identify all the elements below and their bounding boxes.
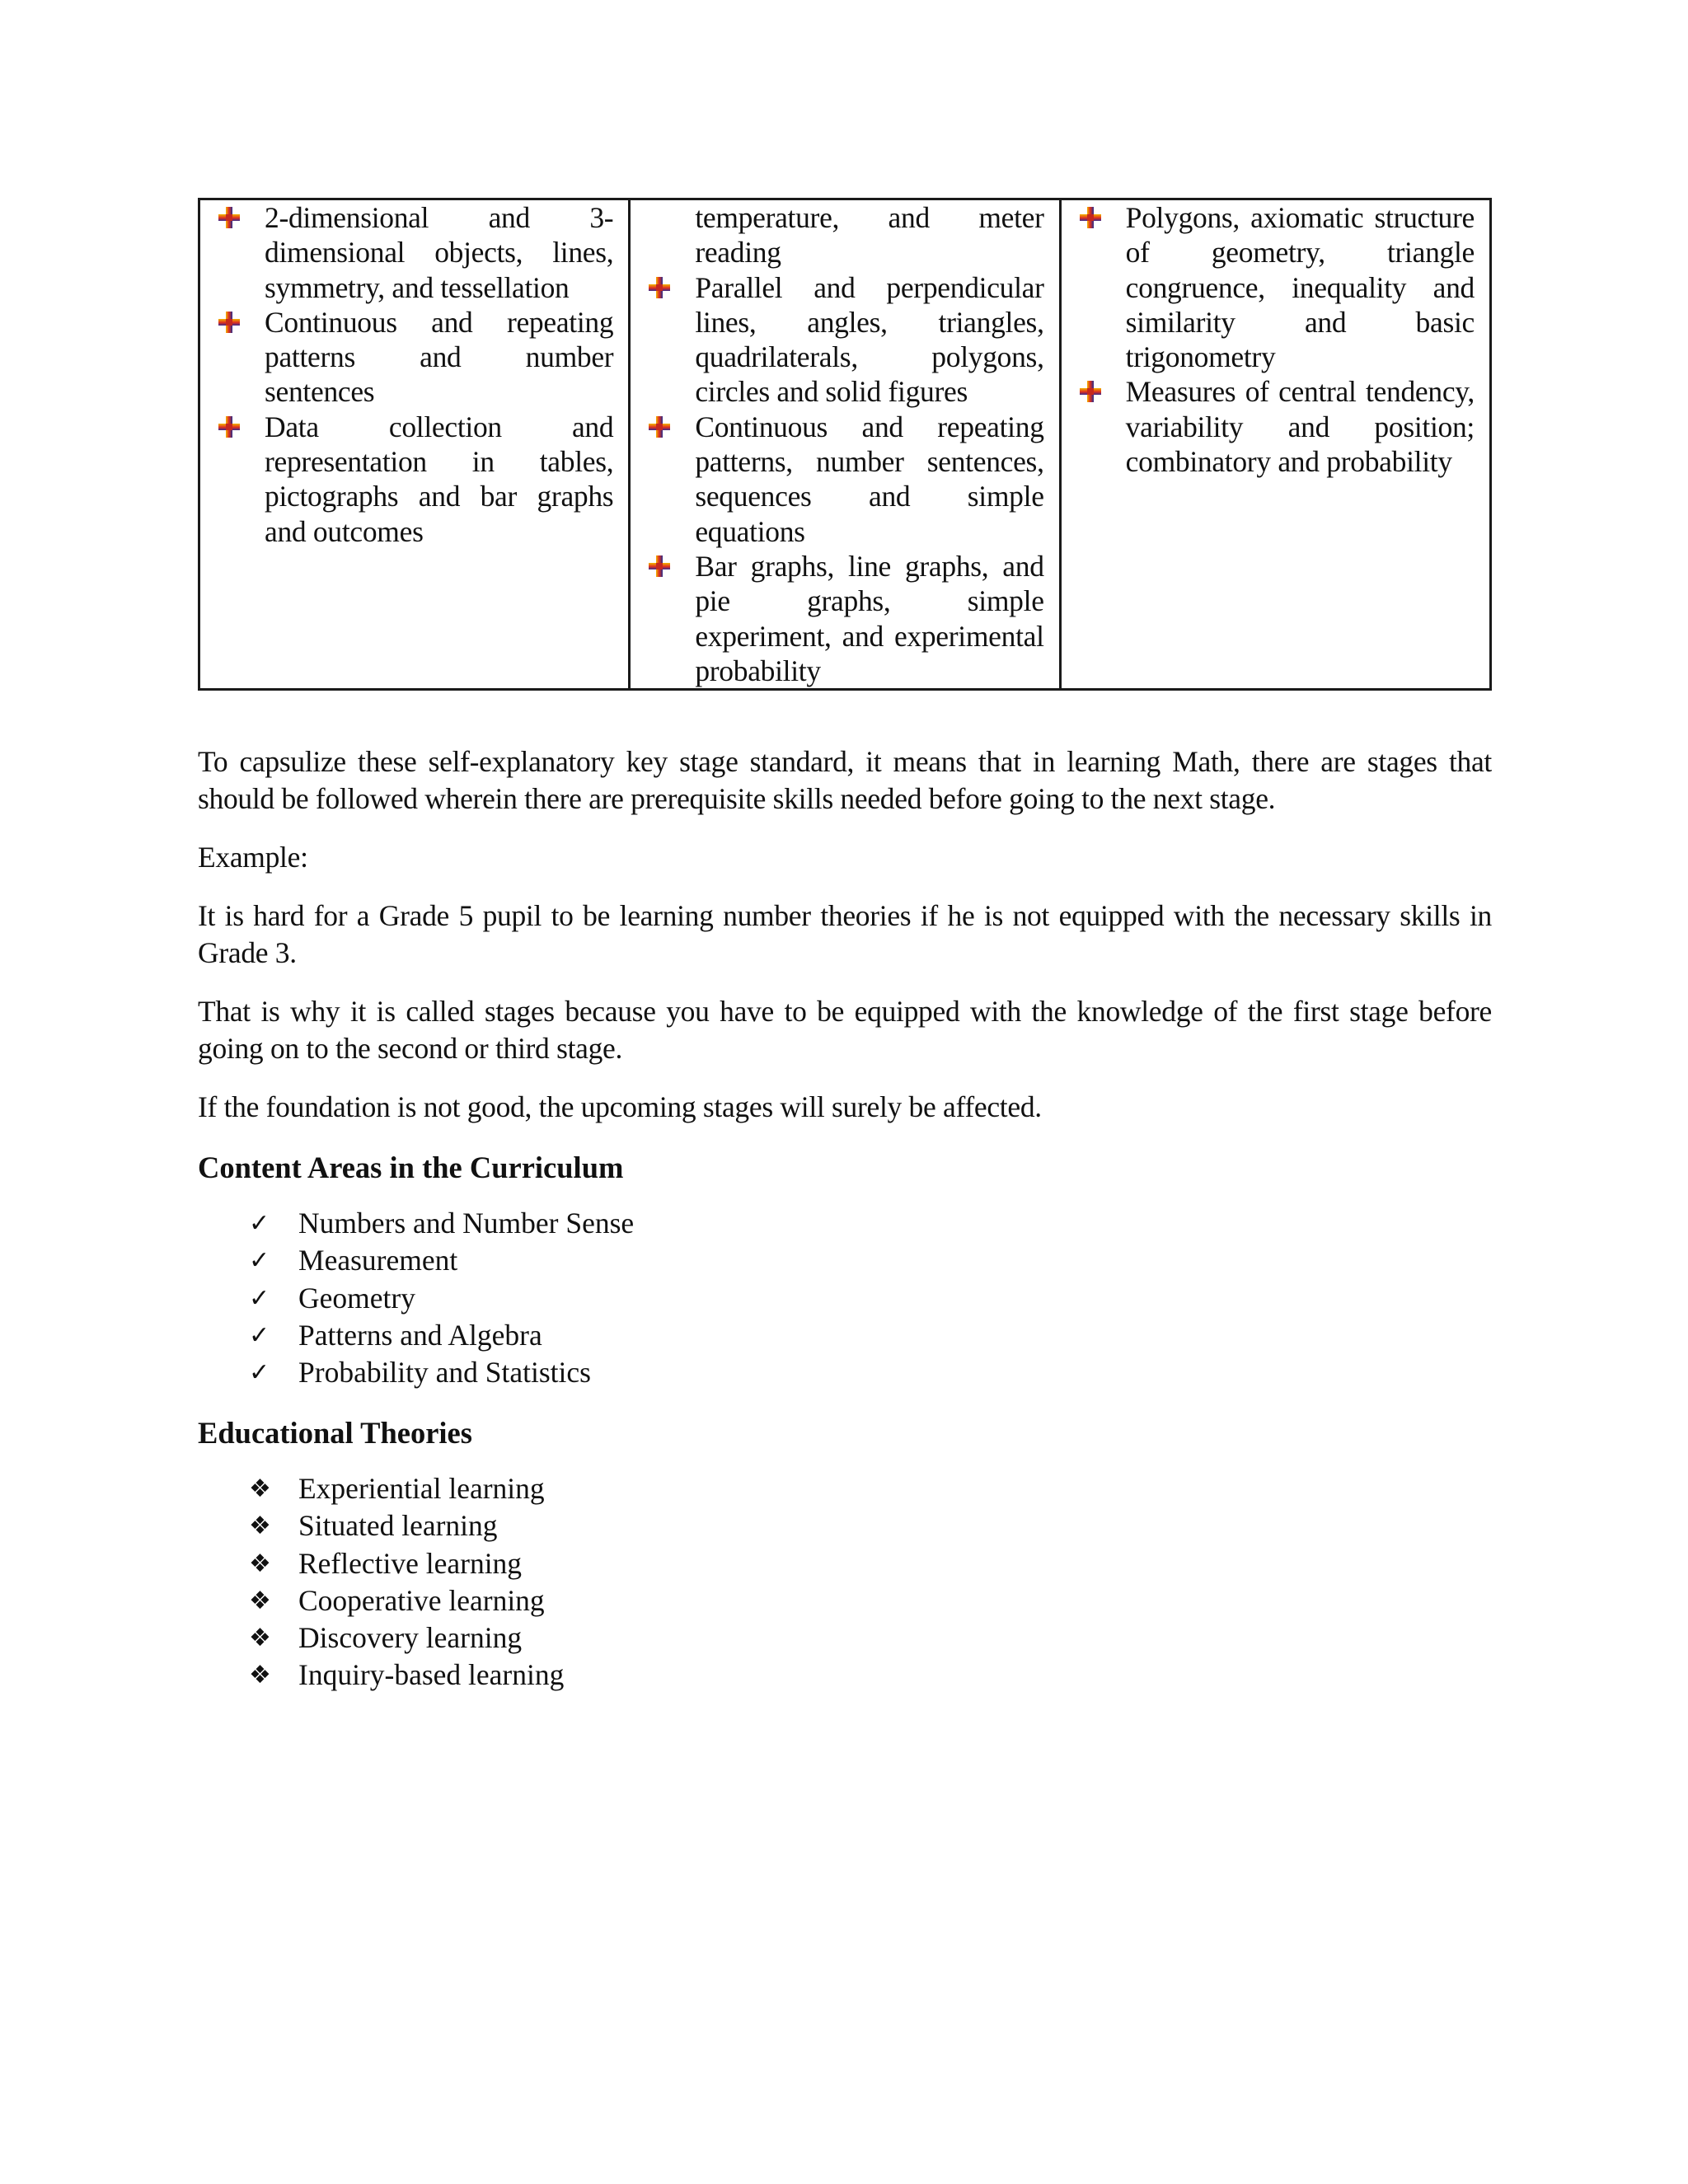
list-item-text: Situated learning	[298, 1509, 498, 1543]
list-item	[198, 1317, 1492, 1354]
educational-theories-list	[198, 1470, 1492, 1694]
list-item	[198, 1242, 1492, 1279]
plus-bullet-icon	[649, 555, 670, 577]
list-item	[213, 305, 613, 410]
diamond-bullet-icon: ❖	[249, 1511, 271, 1541]
diamond-bullet-icon: ❖	[249, 1474, 271, 1504]
list-item-text: Experiential learning	[298, 1472, 545, 1506]
list-item-text: Data collection and representation in tables, pictographs and bar graphs and outcomes	[265, 410, 614, 548]
checkmark-icon: ✓	[249, 1209, 270, 1239]
list-item-text: Bar graphs, line graphs, and pie graphs, simple experiment, and experimental probability	[695, 549, 1044, 687]
list-item	[198, 1619, 1492, 1657]
list-item	[644, 410, 1043, 549]
list-item-text: Discovery learning	[298, 1620, 523, 1654]
example-paragraph: It is hard for a Grade 5 pupil to be learning number theories if he is not equipped with the necessary skills in Grade 3.	[198, 899, 1492, 970]
diamond-bullet-icon: ❖	[249, 1661, 271, 1690]
diamond-bullet-icon: ❖	[249, 1586, 271, 1615]
plus-bullet-icon	[649, 277, 670, 298]
key-stage-standards-table	[198, 198, 1492, 691]
checkmark-icon: ✓	[249, 1246, 270, 1276]
list-item	[644, 549, 1043, 688]
plus-bullet-icon	[218, 312, 240, 333]
plus-bullet-icon	[1080, 381, 1101, 402]
list-item	[644, 270, 1043, 410]
list-item-text: 2-dimensional and 3-dimensional objects, lines, symmetry, and tessellation	[265, 201, 614, 304]
plus-bullet-icon	[218, 416, 240, 438]
table-cell-col-3	[1060, 199, 1490, 690]
table-cell-col-2	[630, 199, 1060, 690]
list-item	[198, 1354, 1492, 1391]
plus-bullet-icon	[1080, 207, 1101, 228]
list-item	[1075, 374, 1475, 479]
content-areas-list	[198, 1205, 1492, 1391]
list-item	[198, 1205, 1492, 1242]
list-item	[198, 1507, 1492, 1544]
bullet-list	[644, 200, 1043, 688]
stages-paragraph: That is why it is called stages because you have to be equipped with the knowledge of the first stage before going on to the second or third stage.	[198, 995, 1492, 1066]
list-item-continuation	[644, 200, 1043, 270]
list-item-text: Polygons, axiomatic structure of geometry, triangle congruence, inequality and similarity and basic trigonometry	[1125, 201, 1475, 374]
list-item	[198, 1470, 1492, 1507]
list-item-text: Measures of central tendency, variability and position; combinatory and probability	[1125, 375, 1475, 479]
list-item	[198, 1582, 1492, 1619]
document-page	[198, 198, 1492, 1694]
list-item-text: Continuous and repeating patterns, number sentences, sequences and simple equations	[695, 410, 1044, 548]
checkmark-icon: ✓	[249, 1320, 270, 1350]
list-item-text: Continuous and repeating patterns and number sentences	[265, 305, 614, 409]
table-row	[199, 199, 1491, 690]
list-item	[198, 1280, 1492, 1317]
plus-bullet-icon	[649, 416, 670, 438]
list-item-text: Inquiry-based learning	[298, 1658, 565, 1692]
list-item-text: Parallel and perpendicular lines, angles, triangles, quadrilaterals, polygons, circles and solid figures	[695, 270, 1044, 409]
diamond-bullet-icon: ❖	[249, 1623, 271, 1652]
list-item	[213, 200, 613, 305]
list-item	[213, 410, 613, 549]
list-item-text: Geometry	[298, 1281, 415, 1315]
summary-paragraph: To capsulize these self-explanatory key stage standard, it means that in learning Math, there are stages that should be followed wherein there are prerequisite skills needed before going to the next stage.	[198, 745, 1492, 816]
list-item-text: temperature, and meter reading	[695, 201, 1044, 269]
bullet-list	[213, 200, 613, 549]
list-item	[198, 1545, 1492, 1582]
diamond-bullet-icon: ❖	[249, 1549, 271, 1578]
educational-theories-heading: Educational Theories	[198, 1416, 472, 1451]
plus-bullet-icon	[218, 207, 240, 228]
list-item-text: Patterns and Algebra	[298, 1318, 542, 1352]
list-item	[198, 1657, 1492, 1694]
list-item	[1075, 200, 1475, 374]
list-item-text: Probability and Statistics	[298, 1355, 591, 1389]
bullet-list	[1075, 200, 1475, 479]
content-areas-heading: Content Areas in the Curriculum	[198, 1151, 624, 1185]
example-label: Example:	[198, 841, 308, 874]
checkmark-icon: ✓	[249, 1357, 270, 1387]
table-cell-col-1	[199, 199, 630, 690]
list-item-text: Cooperative learning	[298, 1583, 545, 1617]
list-item-text: Numbers and Number Sense	[298, 1207, 635, 1240]
checkmark-icon: ✓	[249, 1283, 270, 1313]
list-item-text: Measurement	[298, 1244, 458, 1277]
foundation-paragraph: If the foundation is not good, the upcoming stages will surely be affected.	[198, 1090, 1042, 1124]
list-item-text: Reflective learning	[298, 1546, 523, 1580]
